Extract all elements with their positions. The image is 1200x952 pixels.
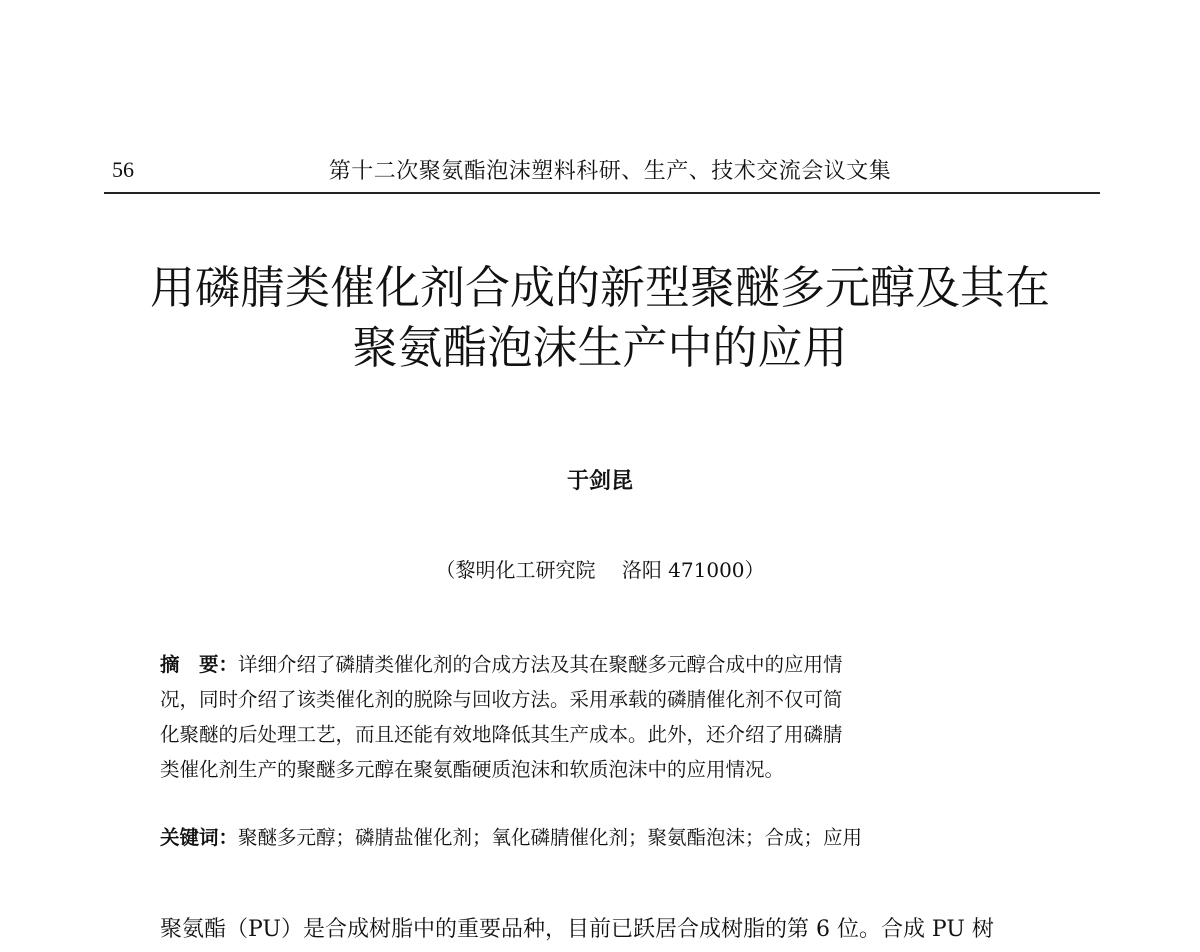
abstract-line-4: 类催化剂生产的聚醚多元醇在聚氨酯硬质泡沫和软质泡沫中的应用情况。 bbox=[160, 758, 785, 781]
abstract-line-2: 况，同时介绍了该类催化剂的脱除与回收方法。采用承载的磷腈催化剂不仅可简 bbox=[160, 688, 843, 711]
title-line-2: 聚氨酯泡沫生产中的应用 bbox=[352, 321, 848, 374]
body-paragraph-first-line: 聚氨酯（PU）是合成树脂中的重要品种，目前已跃居合成树脂的第 6 位。合成 PU 树 bbox=[160, 917, 994, 942]
abstract-line-3: 化聚醚的后处理工艺，而且还能有效地降低其生产成本。此外，还介绍了用磷腈 bbox=[160, 723, 843, 746]
keywords-text: 聚醚多元醇；磷腈盐催化剂；氧化磷腈催化剂；聚氨酯泡沫；合成；应用 bbox=[238, 826, 863, 849]
running-title: 第十二次聚氨酯泡沫塑料科研、生产、技术交流会议文集 bbox=[328, 159, 892, 184]
page-number: 56 bbox=[112, 157, 134, 182]
abstract-line-1 bbox=[160, 647, 1045, 682]
abstract bbox=[160, 647, 1045, 787]
abstract-text-1: 详细介绍了磷腈类催化剂的合成方法及其在聚醚多元醇合成中的应用情 bbox=[238, 653, 843, 676]
abstract-label: 摘 要： bbox=[160, 653, 239, 676]
affiliation: （黎明化工研究院 洛阳 471000） bbox=[435, 558, 765, 582]
title-line-1: 用磷腈类催化剂合成的新型聚醚多元醇及其在 bbox=[149, 261, 1050, 314]
paper-title bbox=[100, 258, 1100, 378]
keywords bbox=[160, 822, 862, 850]
keywords-label: 关键词： bbox=[160, 826, 239, 849]
author-name: 于剑昆 bbox=[566, 469, 633, 494]
header-divider bbox=[104, 192, 1100, 194]
